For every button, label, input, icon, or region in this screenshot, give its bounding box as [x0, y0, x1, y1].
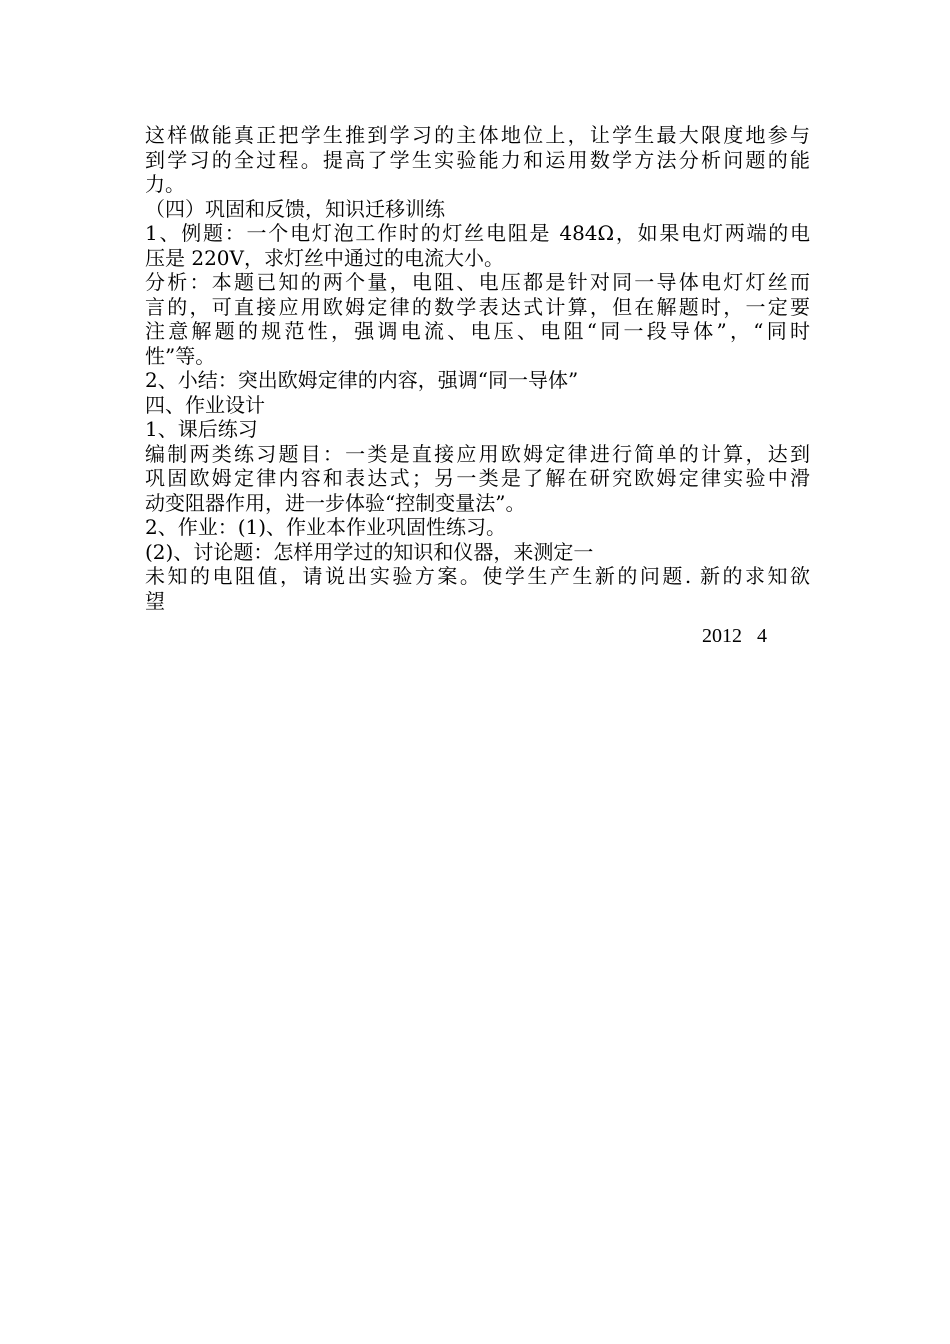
subsection-heading: 1、课后练习 [145, 417, 258, 441]
body-text [145, 123, 810, 613]
paragraph-line: 力。 [145, 172, 185, 196]
paragraph-line: 2、作业：(1)、作业本作业巩固性练习。 [145, 515, 507, 539]
paragraph-line: 到学习的全过程。提高了学生实验能力和运用数学方法分析问题的能 [145, 147, 810, 172]
document-date: 2012 4 [702, 625, 767, 647]
paragraph-line: 编制两类练习题目：一类是直接应用欧姆定律进行简单的计算，达到 [145, 441, 810, 466]
paragraph-line: 注意解题的规范性，强调电流、电压、电阻“同一段导体”，“同时 [145, 319, 810, 343]
paragraph-line: 1、例题：一个电灯泡工作时的灯丝电阻是 484Ω，如果电灯两端的电 [145, 221, 810, 245]
paragraph-line: 2、小结：突出欧姆定律的内容，强调“同一导体” [145, 368, 579, 392]
section-heading: 四、作业设计 [145, 392, 265, 417]
paragraph-line: 这样做能真正把学生推到学习的主体地位上，让学生最大限度地参与 [145, 123, 810, 147]
section-heading: （四）巩固和反馈，知识迁移训练 [145, 196, 445, 221]
paragraph-line: 压是 220V，求灯丝中通过的电流大小。 [145, 245, 504, 270]
paragraph-line: 巩固欧姆定律内容和表达式；另一类是了解在研究欧姆定律实验中滑 [145, 466, 810, 490]
paragraph-line: 分析：本题已知的两个量，电阻、电压都是针对同一导体电灯灯丝而 [145, 270, 810, 294]
paragraph-line: 动变阻器作用，进一步体验“控制变量法”。 [145, 490, 526, 515]
paragraph-line: 望 [145, 588, 165, 613]
paragraph-line: (2)、讨论题：怎样用学过的知识和仪器，来测定一 [145, 539, 594, 564]
paragraph-line: 未知的电阻值，请说出实验方案。使学生产生新的问题. 新的求知欲 [145, 564, 810, 588]
paragraph-line: 言的，可直接应用欧姆定律的数学表达式计算，但在解题时，一定要 [145, 294, 810, 319]
paragraph-line: 性”等。 [145, 343, 216, 368]
